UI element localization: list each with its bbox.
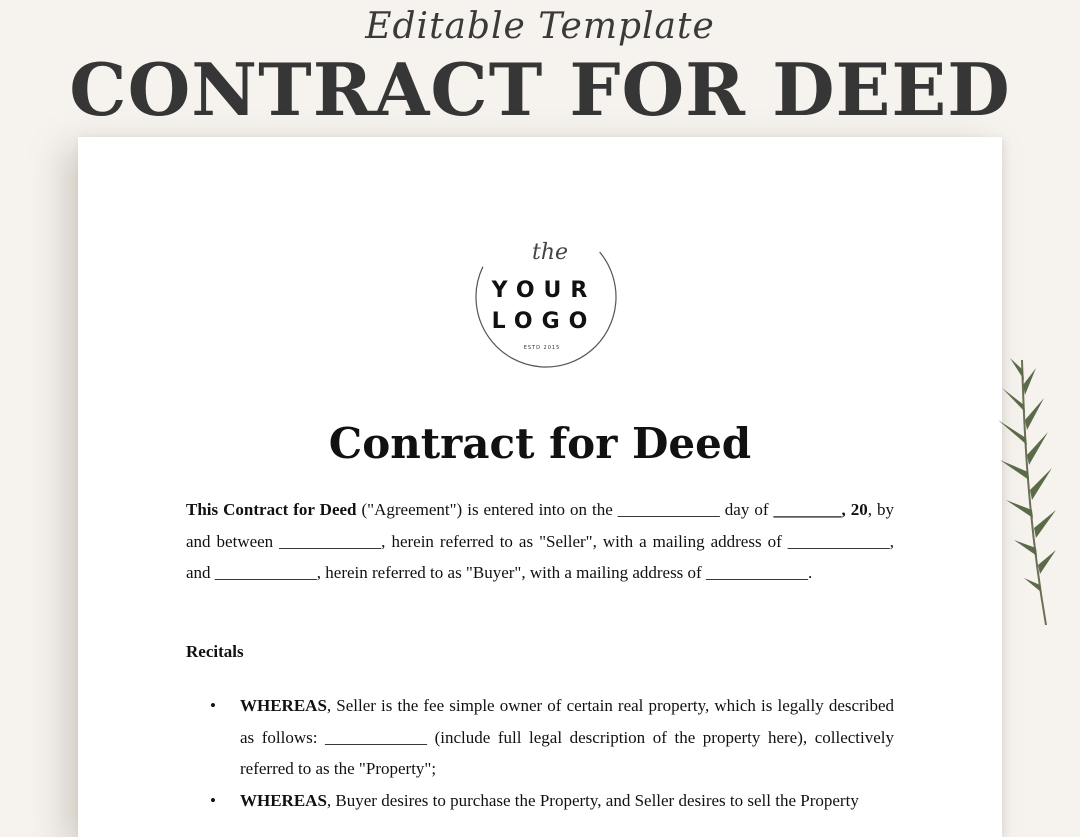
logo-line2-text: LOGO	[491, 309, 597, 334]
list-item	[186, 785, 894, 817]
intro-paragraph	[186, 494, 894, 589]
document-title: Contract for Deed	[328, 419, 752, 468]
logo-estd-text: ESTD 2015	[523, 345, 561, 351]
logo-the-text: the	[532, 240, 569, 265]
recital-text: , Seller is the fee simple owner of certain real property, which is legally described as follows: ____________ (include full legal description of the property here), collectively referred to as the "Property";	[240, 696, 894, 778]
recitals-heading: Recitals	[186, 642, 244, 661]
intro-year: 20	[850, 500, 868, 519]
intro-text-1: ("Agreement") is entered into on the ____________ day of	[356, 500, 774, 519]
bullet-icon: •	[210, 790, 216, 810]
intro-text-2: , by and between ____________, herein referred to as "Seller", with a mailing address of ____________, and ____________, herein referred to as "Buyer", with a mailing address of ____________.	[186, 500, 894, 582]
bullet-icon: •	[210, 696, 216, 715]
recital-keyword: WHEREAS	[240, 696, 327, 715]
recital-text: , Buyer desires to purchase the Property, and Seller desires to sell the Property	[326, 790, 859, 810]
list-item	[186, 690, 894, 785]
logo-placeholder	[464, 217, 624, 377]
rosemary-sprig-decoration	[980, 350, 1060, 640]
recitals-list	[186, 690, 894, 816]
script-subtitle: Editable Template	[365, 6, 715, 47]
logo-line1-text: YOUR	[491, 278, 597, 303]
page-title: CONTRACT FOR DEED	[69, 47, 1011, 132]
intro-blank: ________,	[773, 500, 846, 519]
document-page	[78, 137, 1002, 837]
recital-keyword: WHEREAS	[240, 790, 327, 810]
intro-lead: This Contract for Deed	[186, 500, 357, 519]
